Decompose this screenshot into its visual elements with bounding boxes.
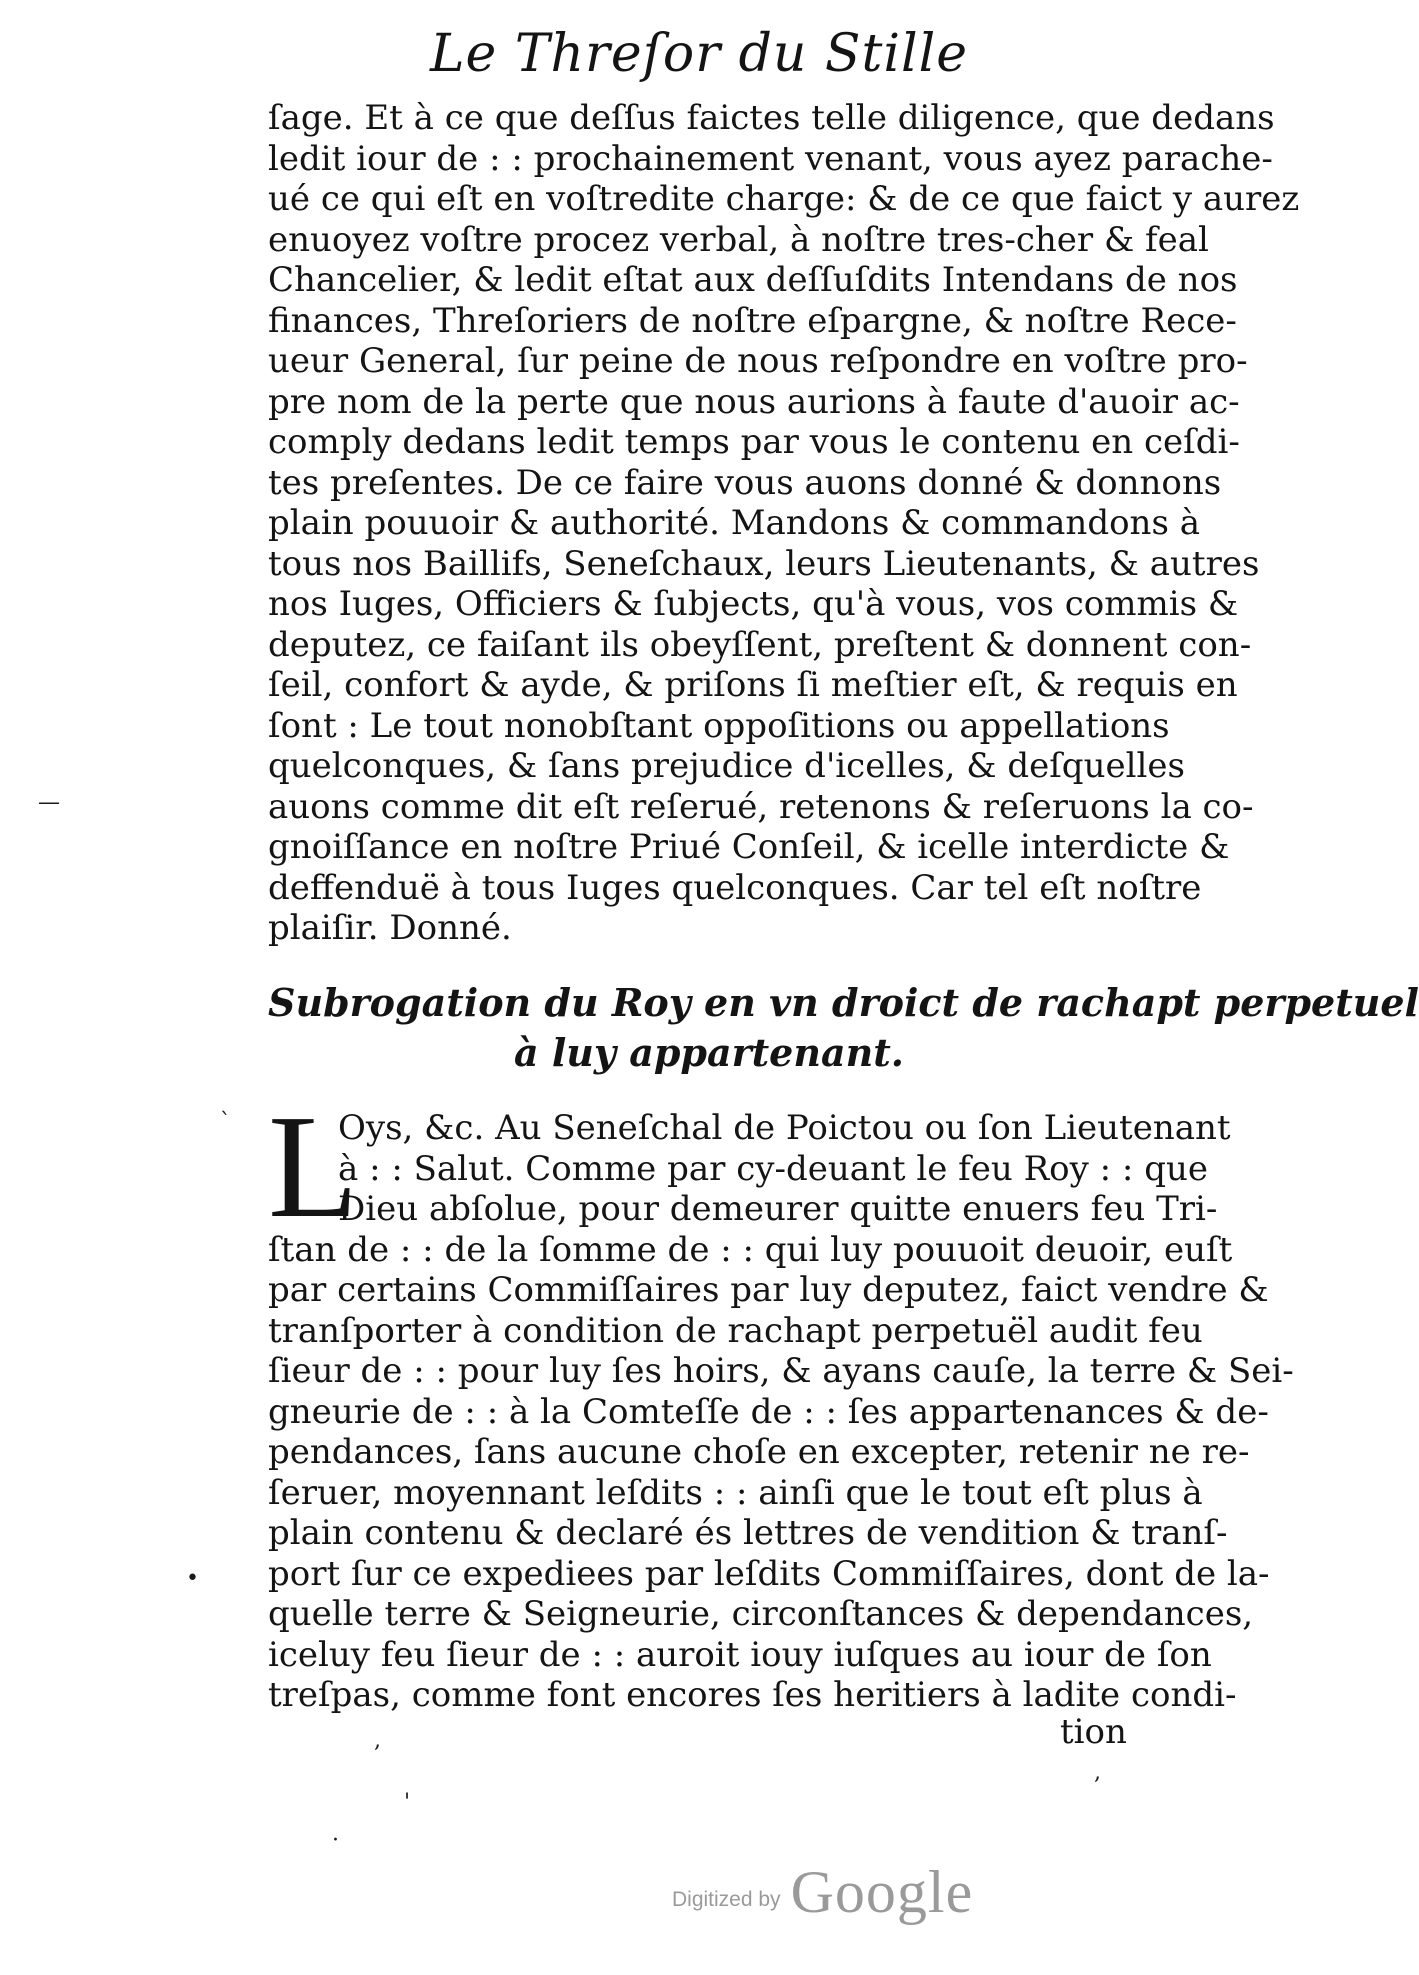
body-line: enuoyez voſtre procez verbal, à noſtre tres-cher & feal xyxy=(268,219,1209,260)
margin-mark: — xyxy=(38,790,60,815)
letter-line: treſpas, comme font encores ſes heritiers à ladite condi- xyxy=(268,1675,1237,1715)
letter-line: à : : Salut. Comme par cy-deuant le feu Roy : : que xyxy=(338,1148,1208,1189)
body-line: ué ce qui eſt en voſtredite charge: & de ce que faict y aurez xyxy=(268,179,1300,219)
body-line: deputez, ce faiſant ils obeyſſent, preſtent & donnent con- xyxy=(268,624,1252,665)
body-line: ſont : Le tout nonobſtant oppoſitions ou appellations xyxy=(268,705,1170,746)
letter-line: quelle terre & Seigneurie, circonſtances & dependances, xyxy=(268,1594,1254,1634)
body-line: Chancelier, & ledit eſtat aux deſſuſdits Intendans de nos xyxy=(268,260,1238,300)
body-line: gnoiſſance en noſtre Priué Conſeil, & icelle interdicte & xyxy=(268,827,1230,867)
body-line: tous nos Baillifs, Seneſchaux, leurs Lieutenants, & autres xyxy=(268,543,1260,584)
margin-mark: ` xyxy=(220,1110,231,1135)
letter-line: par certains Commiſſaires par luy deputez, faict vendre & xyxy=(268,1270,1269,1310)
letter-line: port ſur ce expediees par leſdits Commiſſaires, dont de la- xyxy=(268,1553,1270,1594)
body-line: tes preſentes. De ce faire vous auons donné & donnons xyxy=(268,462,1222,503)
body-line: comply dedans ledit temps par vous le contenu en ceſdi- xyxy=(268,422,1240,462)
margin-mark: · xyxy=(332,1828,339,1853)
letter-line: iceluy feu ſieur de : : auroit iouy iuſques au iour de ſon xyxy=(268,1634,1212,1675)
margin-mark: • xyxy=(186,1566,199,1591)
letter-line: gneurie de : : à la Comteſſe de : : ſes appartenances & de- xyxy=(268,1391,1269,1432)
drop-cap: L xyxy=(268,1085,359,1249)
body-line: plaiſir. Donné. xyxy=(268,908,512,948)
body-line: finances, Threſoriers de noſtre eſpargne, & noſtre Rece- xyxy=(268,300,1237,341)
section-heading xyxy=(268,978,1419,1078)
letter-line: tranſporter à condition de rachapt perpetuël audit feu xyxy=(268,1310,1203,1351)
letter-line: Dieu abſolue, pour demeurer quitte enuers feu Tri- xyxy=(338,1189,1218,1229)
body-line: ueur General, ſur peine de nous reſpondre en voſtre pro- xyxy=(268,341,1248,381)
body-line: ſage. Et à ce que deſſus faictes telle diligence, que dedans xyxy=(268,98,1275,138)
body-text xyxy=(268,98,1300,949)
letter-line: ſeruer, moyennant leſdits : : ainſi que le tout eſt plus à xyxy=(268,1472,1203,1513)
running-head: Le Threſor du Stille xyxy=(430,24,969,84)
body-line: ſeil, confort & ayde, & priſons ſi meſtier eſt, & requis en xyxy=(268,665,1238,705)
body-line: auons comme dit eſt reſerué, retenons & reſeruons la co- xyxy=(268,786,1254,827)
letter-line: ſtan de : : de la ſomme de : : qui luy pouuoit deuoir, euſt xyxy=(268,1229,1233,1270)
digitized-by-google-watermark xyxy=(672,1858,973,1927)
letter-text xyxy=(268,1108,1294,1716)
letter-line: pendances, ſans aucune choſe en excepter, retenir ne re- xyxy=(268,1432,1250,1472)
margin-mark: ' xyxy=(404,1790,411,1815)
section-heading-line-1: Subrogation du Roy en vn droict de rachapt perpetuel xyxy=(268,980,1419,1025)
letter-line: plain contenu & declaré és lettres de vendition & tranſ- xyxy=(268,1513,1228,1553)
body-line: deffenduë à tous Iuges quelconques. Car tel eſt noſtre xyxy=(268,867,1202,908)
section-heading-line-2: à luy appartenant. xyxy=(513,1030,905,1075)
body-line: quelconques, & ſans prejudice d'icelles, & deſquelles xyxy=(268,746,1185,786)
body-line: plain pouuoir & authorité. Mandons & commandons à xyxy=(268,503,1200,543)
letter-line: ſieur de : : pour luy ſes hoirs, & ayans cauſe, la terre & Sei- xyxy=(268,1351,1294,1391)
margin-mark: , xyxy=(1094,1760,1101,1785)
body-line: nos Iuges, Officiers & ſubjects, qu'à vous, vos commis & xyxy=(268,584,1239,624)
body-line: ledit iour de : : prochainement venant, vous ayez parache- xyxy=(268,138,1273,179)
google-logo: Google xyxy=(790,1859,974,1925)
letter-line: Oys, &c. Au Seneſchal de Poictou ou ſon Lieutenant xyxy=(338,1108,1231,1148)
catchword: tion xyxy=(1060,1712,1127,1752)
body-line: pre nom de la perte que nous aurions à faute d'auoir ac- xyxy=(268,381,1240,422)
watermark-prefix: Digitized by xyxy=(672,1888,781,1911)
margin-mark: , xyxy=(374,1728,381,1753)
